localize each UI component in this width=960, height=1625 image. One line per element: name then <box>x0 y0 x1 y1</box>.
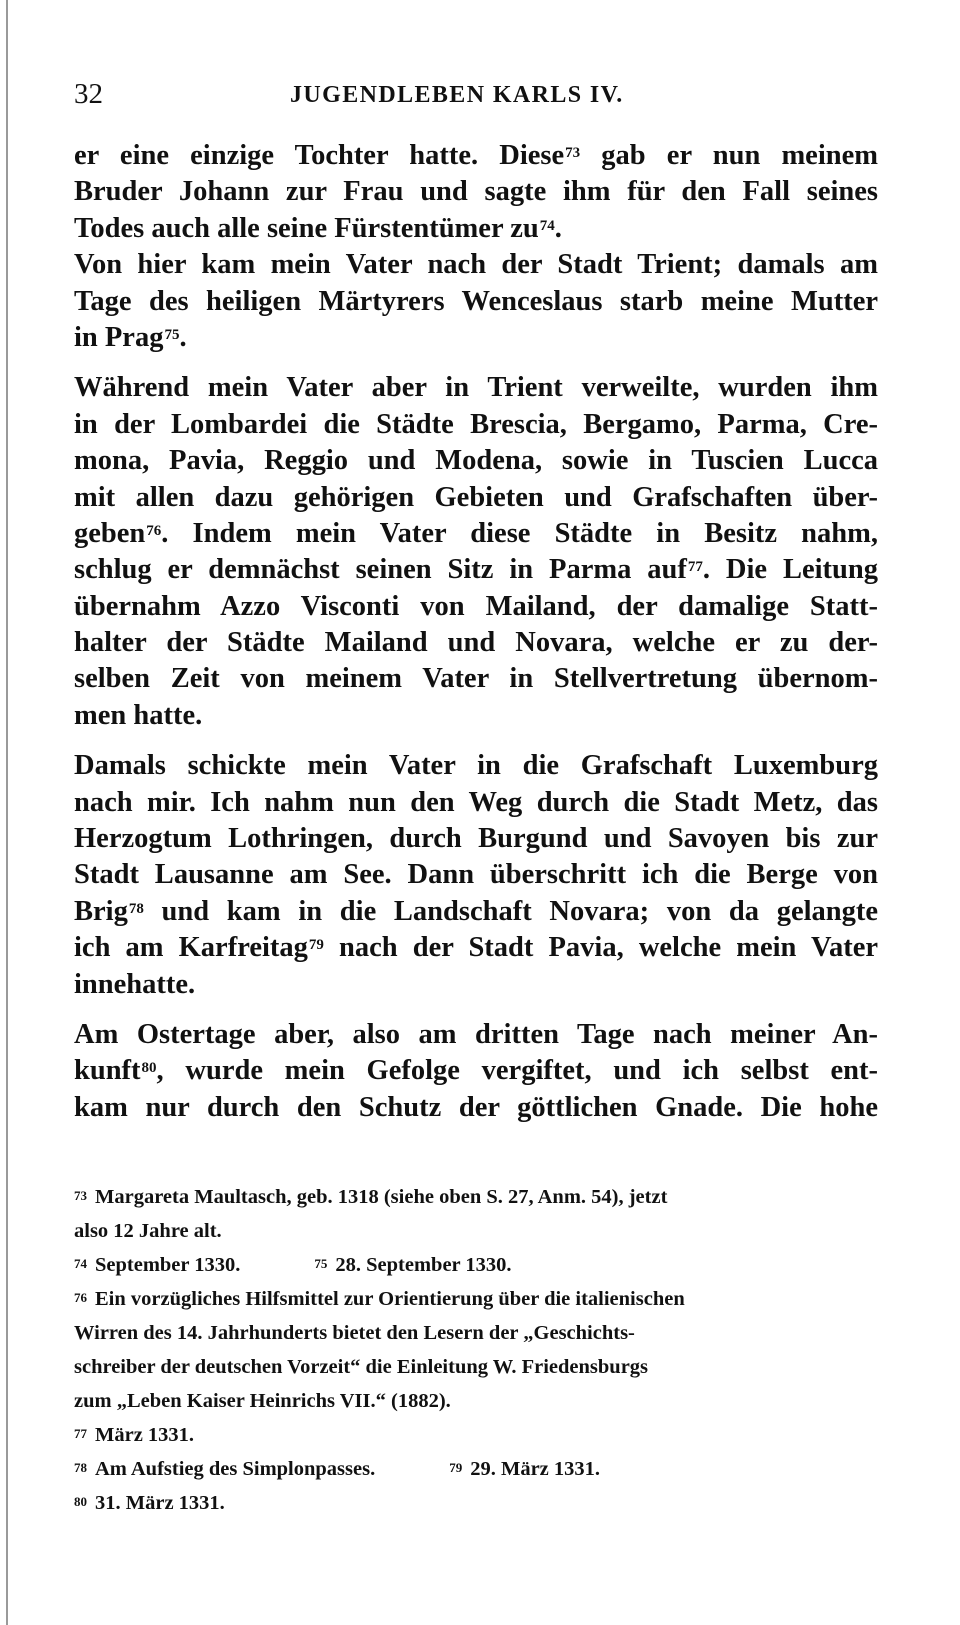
page-number: 32 <box>74 78 103 110</box>
footnote-73: $^{73}$ Margareta Maultasch, geb. 1318 (siehe oben S. 27, Anm. 54), jetzt <box>74 1186 668 1208</box>
text-line: schlug er demnächst seinen Sitz in Parma auf$^{77}$. Die Leitung <box>74 554 878 586</box>
text-line: innehatte. <box>74 968 196 1000</box>
footnote-ref[interactable]: 74 <box>539 217 555 234</box>
text-line: selben Zeit von meinem Vater in Stellvertretung übernom- <box>74 663 878 695</box>
footnote-78-text: Am Aufstieg des Simplonpasses. <box>95 1458 376 1480</box>
footnote-ref[interactable]: 77 <box>687 559 703 576</box>
footnote-74-75 <box>74 1248 878 1282</box>
page-edge-line <box>6 0 8 1625</box>
footnote-ref[interactable]: 75 <box>164 326 180 343</box>
text-line: geben$^{76}$. Indem mein Vater diese Städte in Besitz nahm, <box>74 517 878 549</box>
footnote-80: $^{80}$ 31. März 1331. <box>74 1492 225 1514</box>
text-line: nach mir. Ich nahm nun den Weg durch die Stadt Metz, das <box>74 786 878 818</box>
footnote-76: $^{76}$ Ein vorzügliches Hilfsmittel zur Orientierung über die italienischen <box>74 1288 685 1310</box>
footnote-ref[interactable]: 76 <box>146 522 162 539</box>
footnote-76-cont: Wirren des 14. Jahrhunderts bietet den Lesern der „Geschichts- <box>74 1322 635 1344</box>
paragraph-gap <box>74 356 878 370</box>
text-line: Tage des heiligen Märtyrers Wenceslaus starb meine Mutter <box>74 285 878 317</box>
text-line: Am Ostertage aber, also am dritten Tage nach meiner An- <box>74 1018 878 1050</box>
text-line: mona, Pavia, Reggio und Modena, sowie in Tuscien Lucca <box>74 445 878 477</box>
footnote-ref[interactable]: 73 <box>565 145 581 161</box>
paragraph-gap <box>74 1003 878 1017</box>
text-line: men hatte. <box>74 699 203 731</box>
footnote-77: $^{77}$ März 1331. <box>74 1424 195 1446</box>
text-line: Von hier kam mein Vater nach der Stadt Trient; damals am <box>74 249 878 281</box>
text-line: kunft$^{80}$, wurde mein Gefolge vergiftet, und ich selbst ent- <box>74 1055 878 1087</box>
text-line: Todes auch alle seine Fürstentümer $zu^{74}$. <box>74 212 562 244</box>
text-line: ich am Karfreitag$^{79}$ nach der Stadt Pavia, welche mein Vater <box>74 932 878 964</box>
footnote-75-text: 28. September 1330. <box>335 1254 512 1276</box>
footnote-76-cont: zum „Leben Kaiser Heinrichs VII.“ (1882). <box>74 1390 451 1412</box>
text-line: Herzogtum Lothringen, durch Burgund und Savoyen bis zur <box>74 823 878 855</box>
paragraph-gap <box>74 734 878 748</box>
footnote-ref[interactable]: 78 <box>128 900 144 917</box>
body-text <box>74 138 878 1126</box>
text-line: Damals schickte mein Vater in die Grafschaft Luxemburg <box>74 750 878 782</box>
text-line: Während mein Vater aber in Trient verweilte, wurden ihm <box>74 372 878 404</box>
footnote-73-cont: also 12 Jahre alt. <box>74 1220 222 1242</box>
footnote-number: 76 <box>74 1290 87 1305</box>
text-line: übernahm Azzo Visconti von Mailand, der damalige Statt- <box>74 590 878 622</box>
text-line: halter der Städte Mailand und Novara, welche er zu der- <box>74 627 878 659</box>
footnote-number: 75 <box>314 1256 328 1271</box>
text-line: mit allen dazu gehörigen Gebieten und Grafschaften über- <box>74 481 878 513</box>
footnote-76-cont: schreiber der deutschen Vorzeit“ die Einleitung W. Friedensburgs <box>74 1356 649 1378</box>
footnote-number: 80 <box>74 1494 87 1509</box>
footnote-78-79 <box>74 1452 878 1486</box>
footnote-ref[interactable]: 79 <box>308 937 324 954</box>
footnote-number: 77 <box>74 1426 87 1441</box>
footnote-number: 74 <box>74 1256 87 1271</box>
footnote-ref[interactable]: 80 <box>141 1060 157 1077</box>
text-line: Bruder Johann zur Frau und sagte ihm für den Fall seines <box>74 176 878 208</box>
footnote-74-text: September 1330. <box>95 1254 241 1276</box>
text-line: in der Lombardei die Städte Brescia, Bergamo, Parma, Cre- <box>74 408 878 440</box>
text-line: er eine einzige Tochter hatte. Diese$^{73}$ gab er nun meinem <box>74 140 878 171</box>
text-line: Stadt Lausanne am See. Dann überschritt ich die Berge von <box>74 859 878 891</box>
text-line: Brig$^{78}$ und kam in die Landschaft Novara; von da gelangte <box>74 895 878 927</box>
text-line: in Prag$^{75}$. <box>74 321 187 353</box>
footnote-number: 79 <box>449 1460 463 1475</box>
footnotes <box>74 1180 878 1520</box>
footnote-number: 78 <box>74 1460 87 1475</box>
footnote-number: 73 <box>74 1188 87 1203</box>
running-title: JUGENDLEBEN KARLS IV. <box>290 82 624 108</box>
running-head <box>74 78 890 118</box>
text-line: kam nur durch den Schutz der göttlichen Gnade. Die hohe <box>74 1091 878 1123</box>
footnote-79-text: 29. März 1331. <box>470 1458 601 1480</box>
